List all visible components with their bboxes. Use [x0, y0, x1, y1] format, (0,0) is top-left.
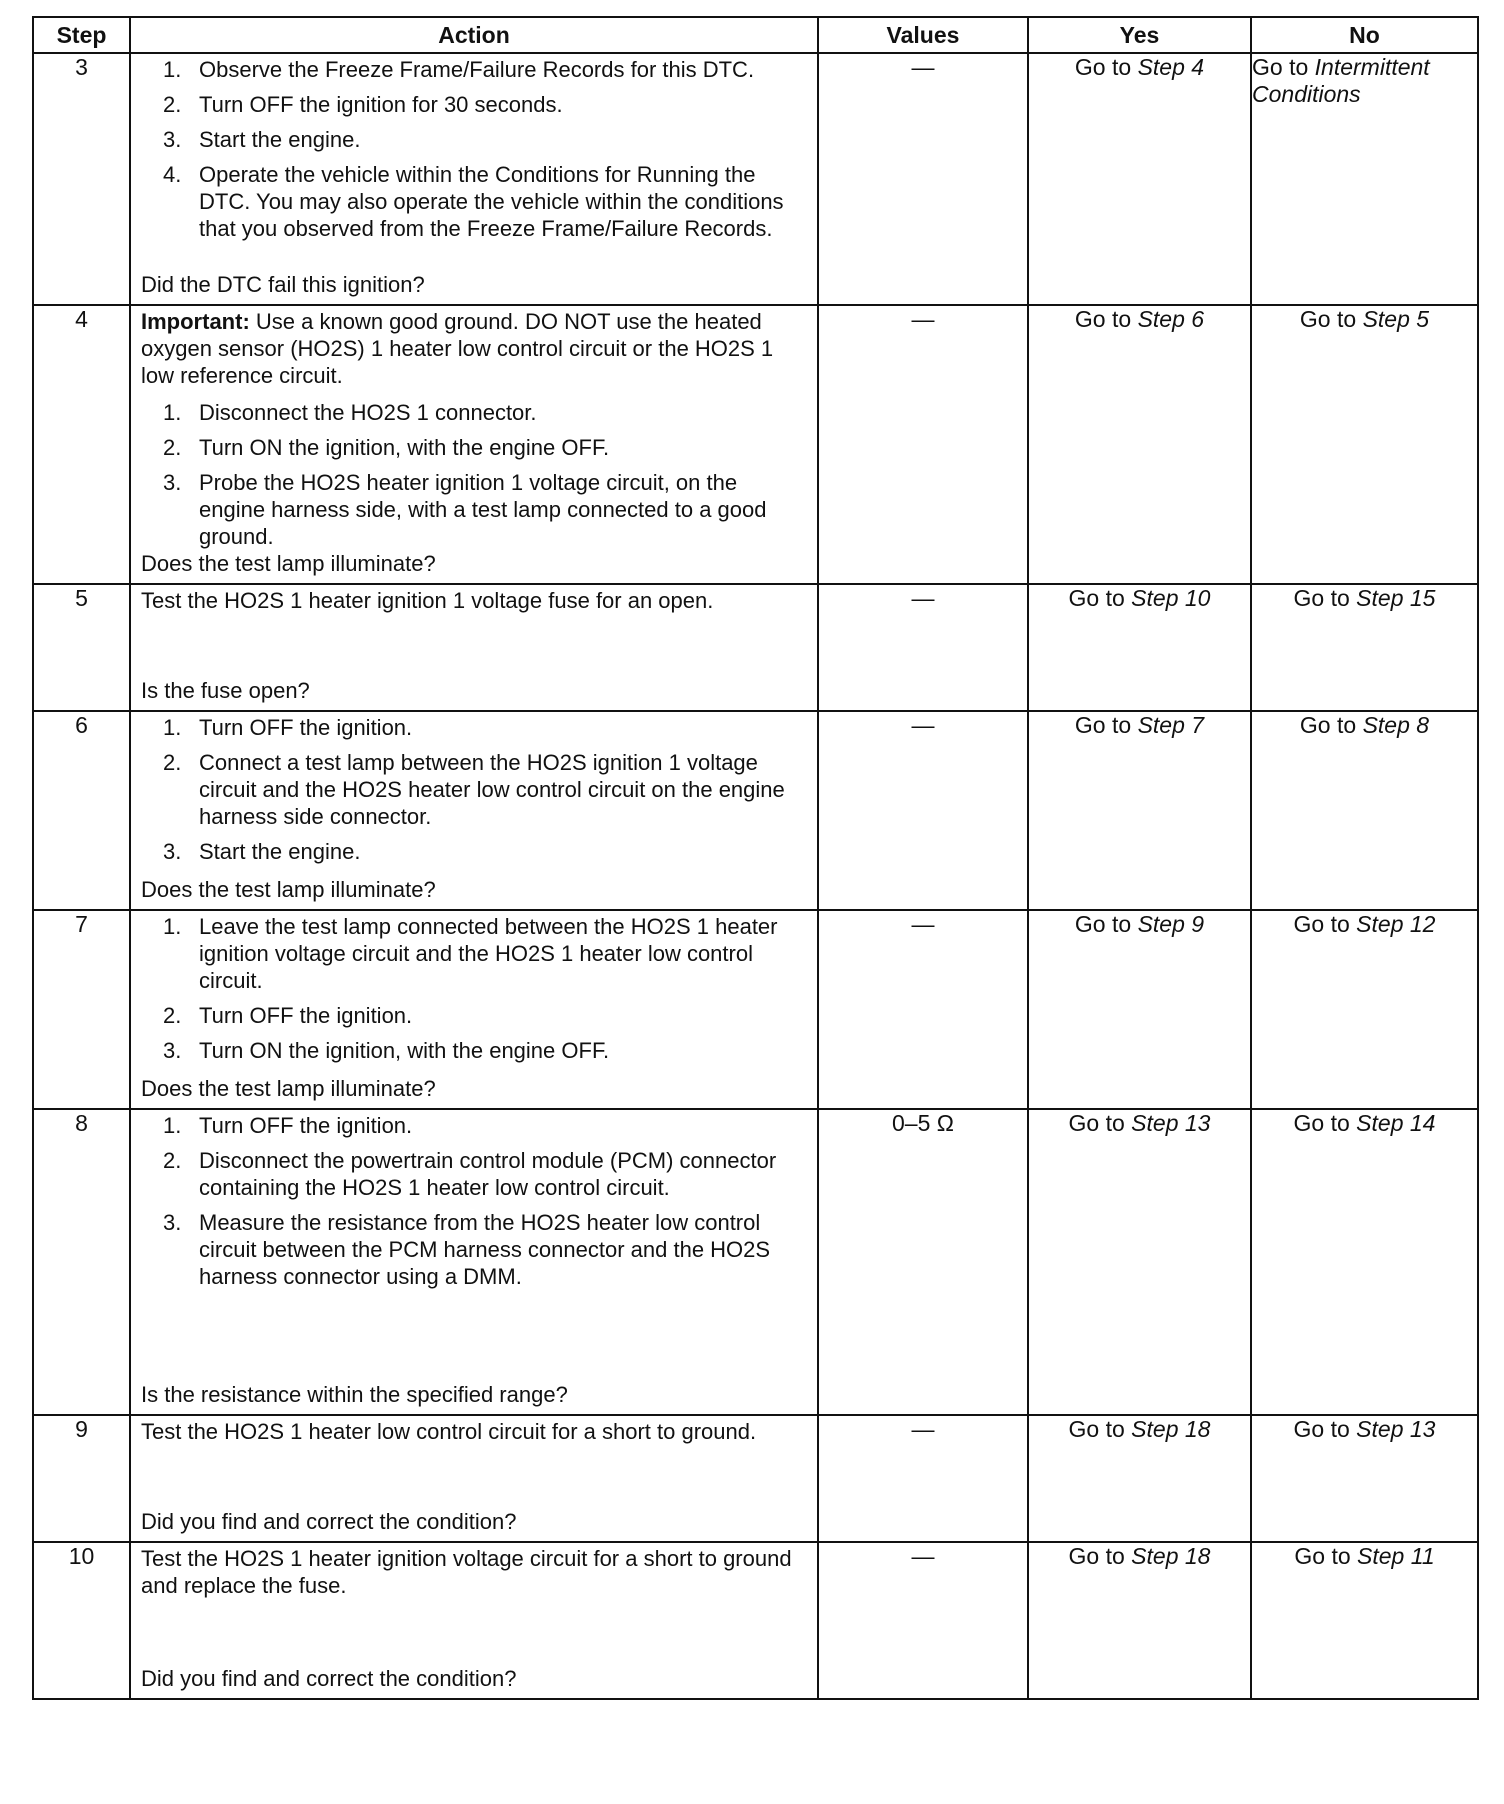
- list-item: 1. Observe the Freeze Frame/Failure Records for this DTC.: [163, 57, 755, 82]
- yes-cell: Go to Step 10: [1028, 584, 1251, 711]
- no-cell: Go to Intermittent Conditions: [1251, 53, 1478, 305]
- table-row: [33, 711, 1478, 910]
- header-row: [33, 17, 1478, 53]
- action-cell: [130, 305, 818, 584]
- step-number: 7: [33, 910, 130, 1109]
- header-values: Values: [818, 17, 1028, 53]
- step-number: 4: [33, 305, 130, 584]
- table-row: [33, 53, 1478, 305]
- table-row: [33, 1542, 1478, 1699]
- table-row: [33, 910, 1478, 1109]
- value-cell: —: [818, 53, 1028, 305]
- action-cell: [130, 1415, 818, 1542]
- yes-cell: Go to Step 7: [1028, 711, 1251, 910]
- diagnostic-table: [32, 16, 1479, 1700]
- action-cell: [130, 584, 818, 711]
- list-item: 2. Turn ON the ignition, with the engine OFF.: [163, 435, 610, 460]
- no-cell: Go to Step 5: [1251, 305, 1478, 584]
- step-number: 9: [33, 1415, 130, 1542]
- no-cell: Go to Step 13: [1251, 1415, 1478, 1542]
- question-text: Is the resistance within the specified range?: [141, 1382, 568, 1407]
- header-no: No: [1251, 17, 1478, 53]
- list-item: 1. Turn OFF the ignition.: [163, 1113, 413, 1138]
- action-list: [141, 56, 807, 242]
- action-list: [141, 399, 807, 550]
- list-item: 2. Turn OFF the ignition.: [163, 1003, 413, 1028]
- step-number: 5: [33, 584, 130, 711]
- action-list: [141, 1112, 807, 1290]
- value-cell: —: [818, 1542, 1028, 1699]
- action-list: [141, 714, 807, 865]
- value-cell: —: [818, 584, 1028, 711]
- list-item: 3. Start the engine.: [163, 839, 361, 864]
- no-cell: Go to Step 15: [1251, 584, 1478, 711]
- question-text: Does the test lamp illuminate?: [141, 1076, 436, 1101]
- no-cell: Go to Step 8: [1251, 711, 1478, 910]
- table-row: [33, 1109, 1478, 1415]
- action-cell: [130, 1542, 818, 1699]
- list-item: 2. Disconnect the powertrain control module (PCM) connector containing the HO2S 1 heater low control circuit.: [163, 1148, 777, 1200]
- list-item: 2. Connect a test lamp between the HO2S ignition 1 voltage circuit and the HO2S heater low control circuit on the engine harness side connector.: [163, 750, 785, 829]
- list-item: 1. Disconnect the HO2S 1 connector.: [163, 400, 537, 425]
- list-item: 1. Leave the test lamp connected between the HO2S 1 heater ignition voltage circuit and the HO2S 1 heater low control circuit.: [163, 914, 778, 993]
- header-action: Action: [130, 17, 818, 53]
- header-yes: Yes: [1028, 17, 1251, 53]
- yes-cell: Go to Step 4: [1028, 53, 1251, 305]
- value-cell: —: [818, 711, 1028, 910]
- step-number: 8: [33, 1109, 130, 1415]
- list-item: 2. Turn OFF the ignition for 30 seconds.: [163, 92, 563, 117]
- yes-cell: Go to Step 18: [1028, 1542, 1251, 1699]
- list-item: 4. Operate the vehicle within the Conditions for Running the DTC. You may also operate the vehicle within the conditions that you observed from the Freeze Frame/Failure Records.: [163, 162, 784, 241]
- yes-cell: Go to Step 18: [1028, 1415, 1251, 1542]
- action-cell: [130, 910, 818, 1109]
- list-item: 1. Turn OFF the ignition.: [163, 715, 413, 740]
- question-text: Did you find and correct the condition?: [141, 1666, 517, 1691]
- action-cell: [130, 1109, 818, 1415]
- value-cell: —: [818, 305, 1028, 584]
- yes-cell: Go to Step 6: [1028, 305, 1251, 584]
- list-item: 3. Start the engine.: [163, 127, 361, 152]
- value-cell: —: [818, 1415, 1028, 1542]
- list-item: 3. Turn ON the ignition, with the engine OFF.: [163, 1038, 610, 1063]
- step-number: 3: [33, 53, 130, 305]
- no-cell: Go to Step 14: [1251, 1109, 1478, 1415]
- step-number: 10: [33, 1542, 130, 1699]
- action-cell: [130, 53, 818, 305]
- list-item: 3. Measure the resistance from the HO2S heater low control circuit between the PCM harness connector and the HO2S harness connector using a DMM.: [163, 1210, 771, 1289]
- list-item: 3. Probe the HO2S heater ignition 1 voltage circuit, on the engine harness side, with a test lamp connected to a good ground.: [163, 470, 767, 549]
- question-text: Does the test lamp illuminate?: [141, 551, 436, 576]
- table-row: [33, 1415, 1478, 1542]
- action-text: Test the HO2S 1 heater low control circuit for a short to ground.: [141, 1419, 757, 1444]
- header-step: Step: [33, 17, 130, 53]
- question-text: Did the DTC fail this ignition?: [141, 272, 425, 297]
- important-note: Important: Use a known good ground. DO NOT use the heated oxygen sensor (HO2S) 1 heater low control circuit or the HO2S 1 low reference circuit.: [141, 309, 774, 388]
- no-cell: Go to Step 12: [1251, 910, 1478, 1109]
- value-cell: —: [818, 910, 1028, 1109]
- action-text: Test the HO2S 1 heater ignition 1 voltage fuse for an open.: [141, 588, 714, 613]
- question-text: Does the test lamp illuminate?: [141, 877, 436, 902]
- step-number: 6: [33, 711, 130, 910]
- table-row: [33, 305, 1478, 584]
- table-row: [33, 584, 1478, 711]
- action-cell: [130, 711, 818, 910]
- value-cell: 0–5 Ω: [818, 1109, 1028, 1415]
- question-text: Is the fuse open?: [141, 678, 310, 703]
- action-list: [141, 913, 807, 1064]
- yes-cell: Go to Step 13: [1028, 1109, 1251, 1415]
- question-text: Did you find and correct the condition?: [141, 1509, 517, 1534]
- no-cell: Go to Step 11: [1251, 1542, 1478, 1699]
- action-text: Test the HO2S 1 heater ignition voltage circuit for a short to ground and replace the fuse.: [141, 1546, 792, 1598]
- yes-cell: Go to Step 9: [1028, 910, 1251, 1109]
